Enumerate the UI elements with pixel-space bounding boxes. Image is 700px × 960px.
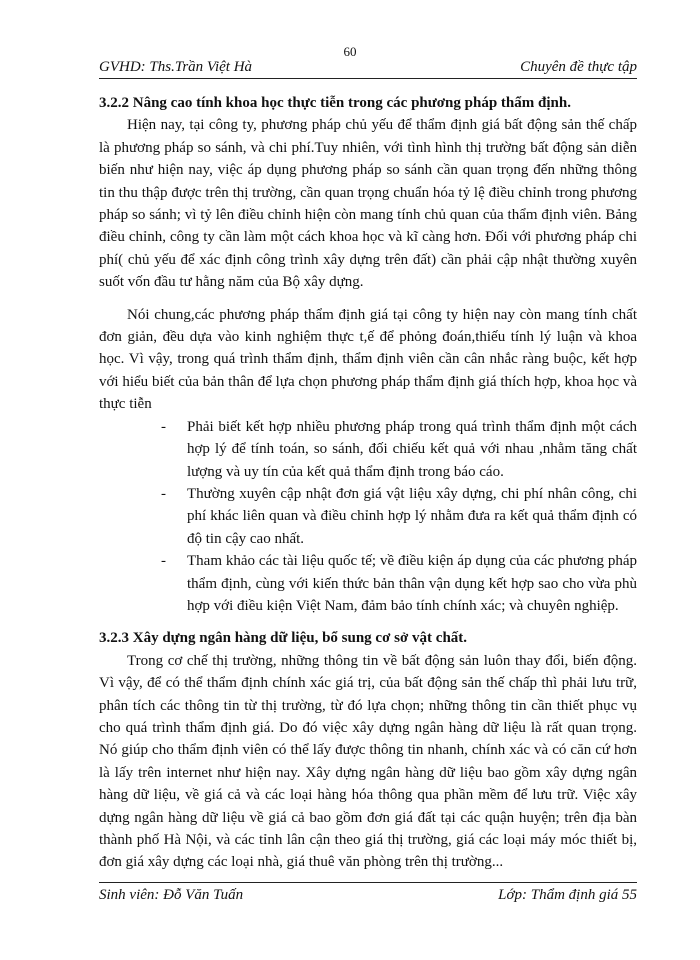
bullet-dash: - — [161, 418, 166, 435]
section-heading-3-2-3: 3.2.3 Xây dựng ngân hàng dữ liệu, bổ sung cơ sở vật chất. — [99, 630, 468, 647]
footer-class: Lớp: Thẩm định giá 55 — [498, 887, 637, 903]
section-heading-3-2-2: 3.2.2 Nâng cao tính khoa học thực tiễn trong các phương pháp thẩm định. — [99, 95, 571, 111]
paragraph: Hiện nay, tại công ty, phương pháp chủ yếu để thẩm định giá bất động sản thế chấp là phương pháp so sánh, và chi phí.Tuy nhiên, với tình hình thị trường bất động sản diễn biến như hiện nay, việc áp dụng phương pháp so sánh cần quan trọng đến những thông tin thu thập được trên thị trường, cần quan trọng chuẩn hóa tỷ lệ điều chỉnh trong phương pháp so sánh; vì tỷ lên điều chỉnh hiện còn mang tính chủ quan của thẩm định viên. Bảng điều chỉnh, công ty cần làm một cách khoa học và kĩ càng hơn. Đối với phương pháp chi phí( chủ yếu để xác định công trình xây dựng trên đất) cần phải cập nhật thường xuyên suốt vốn đầu tư hằng năm của Bộ xây dựng. — [99, 117, 637, 291]
header-instructor: GVHD: Ths.Trần Việt Hà — [99, 59, 253, 75]
page-body — [99, 92, 637, 874]
paragraph: Trong cơ chế thị trường, những thông tin về bất động sản luôn thay đổi, biến động. Vì vậy, để có thể thẩm định chính xác giá trị, của bất động sản thế chấp thì phải lưu trữ, phân tích các thông tin từ thị trường, từ đó lựa chọn; những thông tin cần thiết phục vụ cho quá trình thẩm định giá. Do đó việc xây dựng ngân hàng dữ liệu là rất quan trọng. Nó giúp cho thẩm định viên có thể lấy được thông tin nhanh, chính xác và có căn cứ hơn là lấy trên internet như hiện nay. Xây dựng ngân hàng dữ liệu bao gồm xây dựng ngân hàng dữ liệu, về giá cả và các loại hàng hóa thông qua phần mềm để lưu trữ. Việc xây dựng ngân hàng dữ liệu về giá cả bao gồm đơn giá đất tại các quận huyện; trên địa bàn thành phố Hà Nội, và các tỉnh lân cận theo giá thị trường, giá các loại máy móc thiết bị, đơn giá xây dựng các loại nhà, giá thuê văn phòng trên thị trường... — [99, 652, 637, 871]
page-header — [99, 58, 637, 79]
bullet-dash: - — [161, 553, 166, 570]
bullet-list — [99, 416, 637, 618]
list-item — [99, 550, 637, 617]
list-item-text: Phải biết kết hợp nhiều phương pháp trong quá trình thẩm định một cách hợp lý để tính toán, so sánh, đối chiếu kết quả với nhau ,nhằm tăng chất lượng và uy tín của kết quả thẩm định trong báo cáo. — [187, 418, 637, 480]
list-item-text: Tham khảo các tài liệu quốc tế; về điều kiện áp dụng của các phương pháp thẩm định, cùng với kiến thức bản thân vận dụng kết hợp sao cho vừa phù hợp với điều kiện Việt Nam, đảm bảo tính chính xác; và chuyên nghiệp. — [187, 553, 637, 614]
list-item — [99, 416, 637, 483]
page-number: 60 — [343, 44, 357, 59]
page-footer — [99, 882, 637, 905]
list-item-text: Thường xuyên cập nhật đơn giá vật liệu xây dựng, chi phí nhân công, chi phí khác liên quan và điều chỉnh hợp lý nhằm đưa ra kết quả thẩm định có độ tin cậy cao nhất. — [187, 485, 637, 547]
bullet-dash: - — [161, 485, 166, 502]
footer-student: Sinh viên: Đỗ Văn Tuấn — [99, 887, 244, 903]
paragraph: Nói chung,các phương pháp thẩm định giá tại công ty hiện nay còn mang tính chất đơn giản, đều dựa vào kinh nghiệm thực t,ế để phỏng đoán,thiếu tính lý luận và khoa học. Vì vậy, trong quá trình thẩm định, thẩm định viên cần cân nhắc ràng buộc, kết hợp với hiểu biết của bản thân để lựa chọn phương pháp thẩm định giá thích hợp, khoa học và thực tiễn — [99, 306, 637, 413]
list-item — [99, 483, 637, 550]
header-document-title: Chuyên đề thực tập — [520, 59, 637, 75]
